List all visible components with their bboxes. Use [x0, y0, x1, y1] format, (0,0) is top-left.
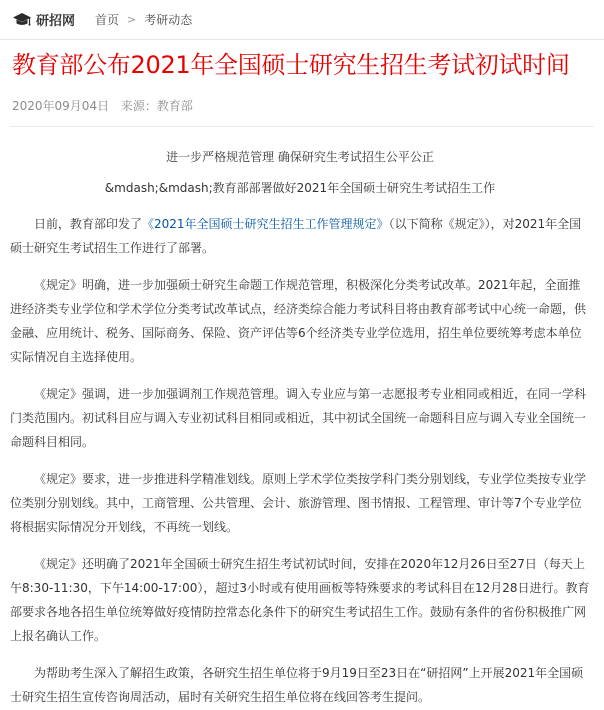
- paragraph-1-intro: 日前，教育部印发了: [34, 217, 143, 231]
- article-meta: [12, 97, 193, 114]
- paragraph-3: 《规定》强调，进一步加强调剂工作规范管理。调入专业应与第一志愿报考专业相同或相近，在同一学科门类范围内。初试科目应与调入专业初试科目相同或相近，其中初试全国统一命题科目应与调入专业全国统一命题科目相同。: [10, 387, 587, 449]
- regulation-link[interactable]: 《2021年全国硕士研究生招生工作管理规定》: [142, 217, 389, 231]
- article-subheading-1: 进一步严格规范管理 确保研究生考试招生公平公正: [166, 150, 434, 164]
- article-subheading-2: &mdash;&mdash;教育部部署做好2021年全国硕士研究生考试招生工作: [104, 181, 496, 195]
- title-divider: [10, 126, 594, 127]
- article-body: [10, 145, 590, 709]
- breadcrumb: [95, 11, 192, 28]
- paragraph-5: 《规定》还明确了2021年全国硕士研究生招生考试初试时间，安排在2020年12月26日至27日（每天上午8:30-11:30，下午14:00-17:00），超过3小时或有使用画板等特殊要求的考试科目在12月28日进行。教育部要求各地各招生单位统筹做好疫情防控常态化条件下的研究生考试招生工作。鼓励有条件的省份积极推广网上报名确认工作。: [10, 557, 590, 643]
- paragraph-2: 《规定》明确，进一步加强硕士研究生命题工作规范管理，积极深化分类考试改革。2021年起，全面推进经济类专业学位和学术学位分类考试改革试点，经济类综合能力考试科目将由教育部考试中心统一命题，供金融、应用统计、税务、国际商务、保险、资产评估等6个经济类专业学位选用，招生单位要统筹考虑本单位实际情况自主选择使用。: [10, 278, 587, 364]
- site-logo[interactable]: [12, 10, 75, 29]
- paragraph-1-rest: （以下简称《规定》），对2021年全国硕士研究生考试招生工作进行了部署。: [10, 217, 582, 255]
- article-date: 2020年09月04日: [12, 99, 110, 113]
- breadcrumb-separator: >: [127, 13, 137, 26]
- paragraph-1: [10, 212, 590, 260]
- top-bar: [0, 0, 604, 40]
- breadcrumb-news[interactable]: 考研动态: [144, 13, 193, 27]
- graduation-cap-icon: [12, 12, 32, 28]
- article-title: 教育部公布2021年全国硕士研究生招生考试初试时间: [12, 51, 570, 79]
- paragraph-6: 为帮助考生深入了解招生政策，各研究生招生单位将于9月19日至23日在“研招网”上开展2021年全国硕士研究生招生宣传咨询周活动，届时有关研究生招生单位将在线回答考生提问。: [10, 666, 584, 704]
- logo-text: 研招网: [36, 14, 76, 29]
- breadcrumb-home[interactable]: 首页: [95, 13, 120, 27]
- paragraph-4: 《规定》要求，进一步推进科学精准划线。原则上学术学位类按学科门类分别划线，专业学位类按专业学位类别分别划线。其中，工商管理、公共管理、会计、旅游管理、图书情报、工程管理、审计等7个专业学位将根据实际情况分开划线，不再统一划线。: [10, 472, 587, 534]
- article-source: 来源：教育部: [120, 99, 193, 113]
